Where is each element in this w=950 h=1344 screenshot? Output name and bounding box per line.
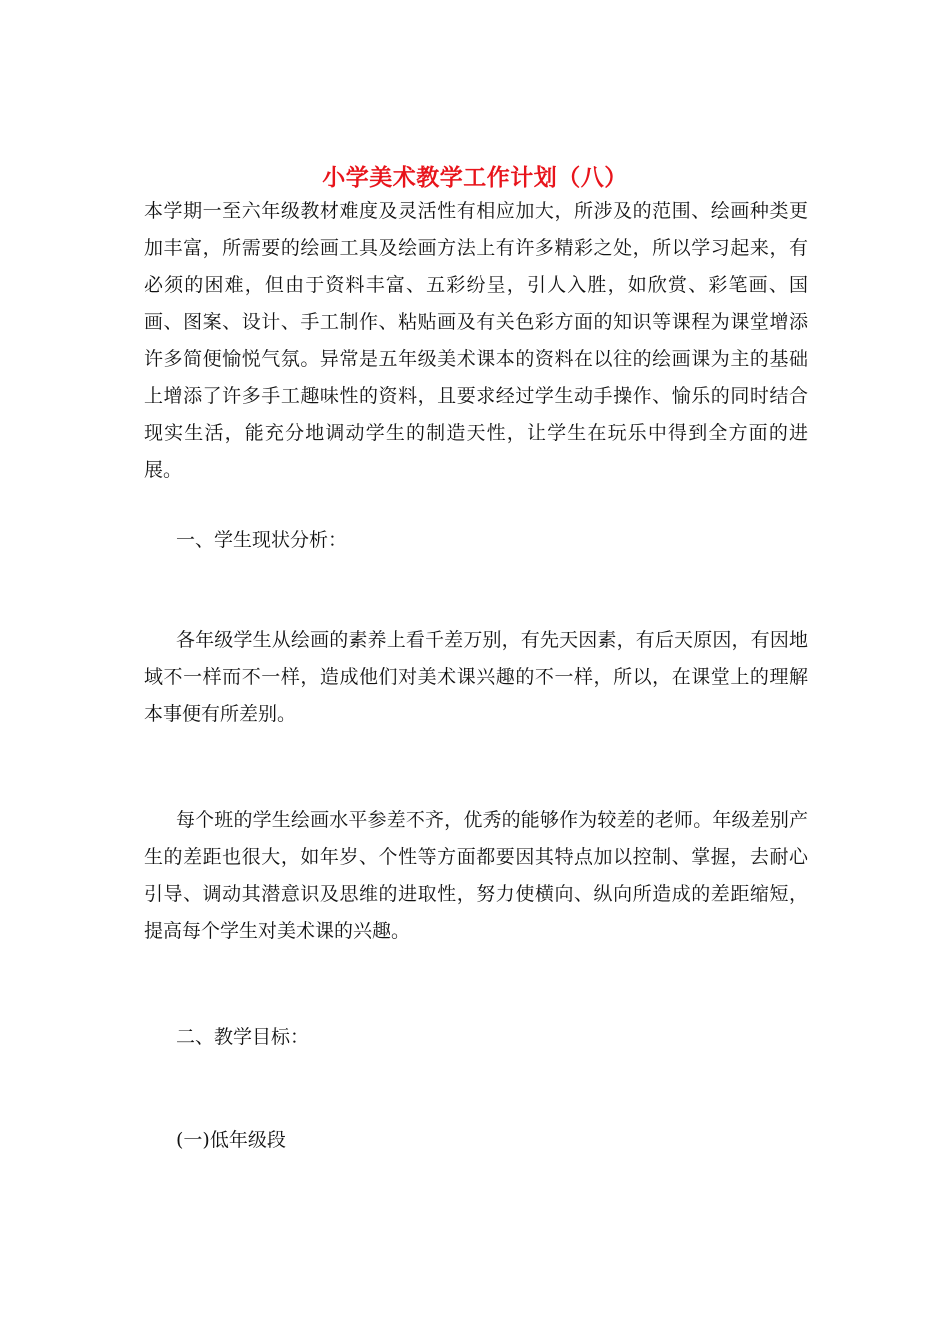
student-analysis-paragraph-1: 各年级学生从绘画的素养上看千差万别，有先天因素，有后天原因，有因地域不一样而不一样，造成他们对美术课兴趣的不一样，所以，在课堂上的理解本事便有所差别。 [144, 629, 808, 725]
document-title: 小学美术教学工作计划（八） [322, 164, 628, 192]
section-heading-student-analysis: 一、学生现状分析： [176, 529, 348, 551]
subsection-heading-lower-grades: (一)低年级段 [176, 1129, 286, 1151]
section-heading-teaching-goals: 二、教学目标： [176, 1026, 310, 1048]
student-analysis-paragraph-2: 每个班的学生绘画水平参差不齐，优秀的能够作为较差的老师。年级差别产生的差距也很大，如年岁、个性等方面都要因其特点加以控制、掌握，去耐心引导、调动其潜意识及思维的进取性，努力使横向、纵向所造成的差距缩短，提高每个学生对美术课的兴趣。 [144, 809, 808, 942]
intro-paragraph: 本学期一至六年级教材难度及灵活性有相应加大，所涉及的范围、绘画种类更加丰富，所需要的绘画工具及绘画方法上有许多精彩之处，所以学习起来，有必须的困难，但由于资料丰富、五彩纷呈，引人入胜，如欣赏、彩笔画、国画、图案、设计、手工制作、粘贴画及有关色彩方面的知识等课程为课堂增添许多简便愉悦气氛。异常是五年级美术课本的资料在以往的绘画课为主的基础上增添了许多手工趣味性的资料，且要求经过学生动手操作、愉乐的同时结合现实生活，能充分地调动学生的制造天性，让学生在玩乐中得到全方面的进展。 [144, 200, 808, 481]
